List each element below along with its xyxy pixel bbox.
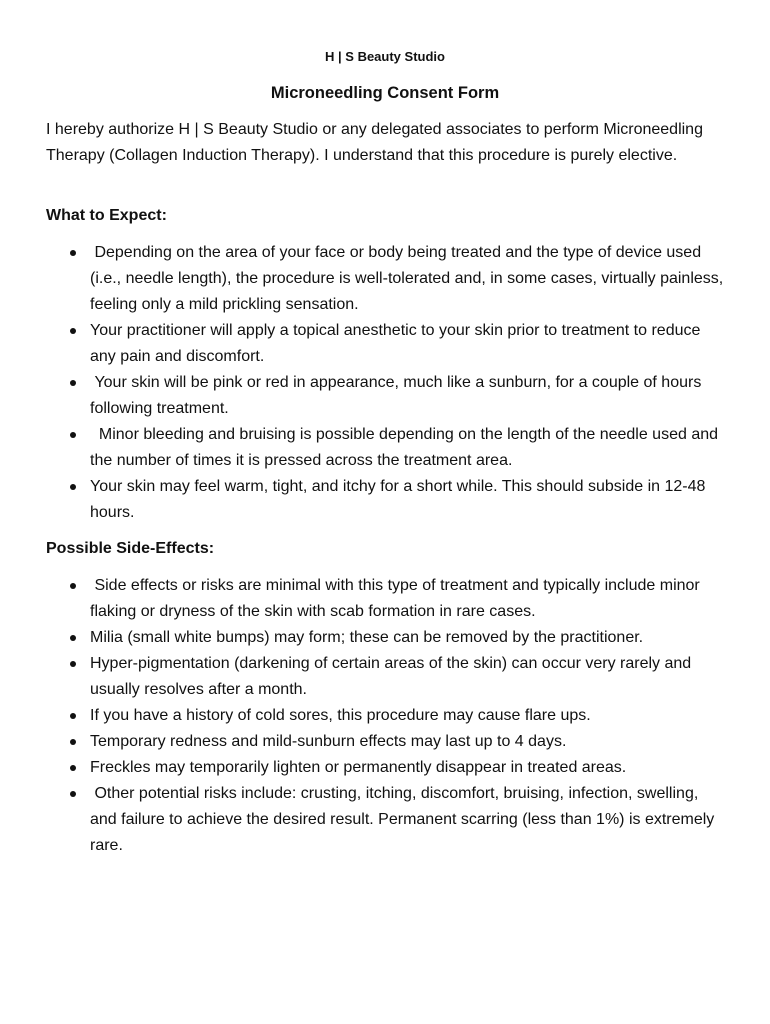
list-item: Temporary redness and mild-sunburn effects may last up to 4 days. [46, 729, 726, 755]
bullet-icon [70, 432, 76, 438]
bullet-icon [70, 739, 76, 745]
bullet-icon [70, 484, 76, 490]
intro-paragraph: I hereby authorize H | S Beauty Studio or any delegated associates to perform Microneedling Therapy (Collagen Induction Therapy). I understand that this procedure is purely elective. [46, 121, 703, 164]
bullet-icon [70, 765, 76, 771]
bullet-icon [70, 328, 76, 334]
list-item: Freckles may temporarily lighten or permanently disappear in treated areas. [46, 755, 726, 781]
list-item: Minor bleeding and bruising is possible depending on the length of the needle used and the number of times it is pressed across the treatment area. [46, 422, 726, 474]
list-item: Hyper-pigmentation (darkening of certain areas of the skin) can occur very rarely and usually resolves after a month. [46, 651, 726, 703]
list-item: Your practitioner will apply a topical anesthetic to your skin prior to treatment to reduce any pain and discomfort. [46, 318, 726, 370]
list-item: If you have a history of cold sores, this procedure may cause flare ups. [46, 703, 726, 729]
what-to-expect-heading: What to Expect: [46, 207, 167, 224]
form-title: Microneedling Consent Form [270, 84, 500, 102]
list-item: Your skin will be pink or red in appearance, much like a sunburn, for a couple of hours following treatment. [46, 370, 726, 422]
bullet-icon [70, 250, 76, 256]
bullet-icon [70, 635, 76, 641]
side-effects-list [46, 573, 726, 859]
list-item: Side effects or risks are minimal with this type of treatment and typically include minor flaking or dryness of the skin with scab formation in rare cases. [46, 573, 726, 625]
bullet-icon [70, 583, 76, 589]
bullet-icon [70, 380, 76, 386]
bullet-icon [70, 661, 76, 667]
list-item: Depending on the area of your face or body being treated and the type of device used (i.e., needle length), the procedure is well-tolerated and, in some cases, virtually painless, feeling only a mild prickling sensation. [46, 240, 726, 318]
list-item: Your skin may feel warm, tight, and itchy for a short while. This should subside in 12-48 hours. [46, 474, 726, 526]
bullet-icon [70, 713, 76, 719]
what-to-expect-list [46, 240, 726, 526]
list-item: Milia (small white bumps) may form; these can be removed by the practitioner. [46, 625, 726, 651]
bullet-icon [70, 791, 76, 797]
side-effects-heading: Possible Side-Effects: [46, 540, 215, 557]
studio-name: H | S Beauty Studio [325, 49, 445, 64]
list-item: Other potential risks include: crusting, itching, discomfort, bruising, infection, swelling, and failure to achieve the desired result. Permanent scarring (less than 1%) is extremely rare. [46, 781, 726, 859]
